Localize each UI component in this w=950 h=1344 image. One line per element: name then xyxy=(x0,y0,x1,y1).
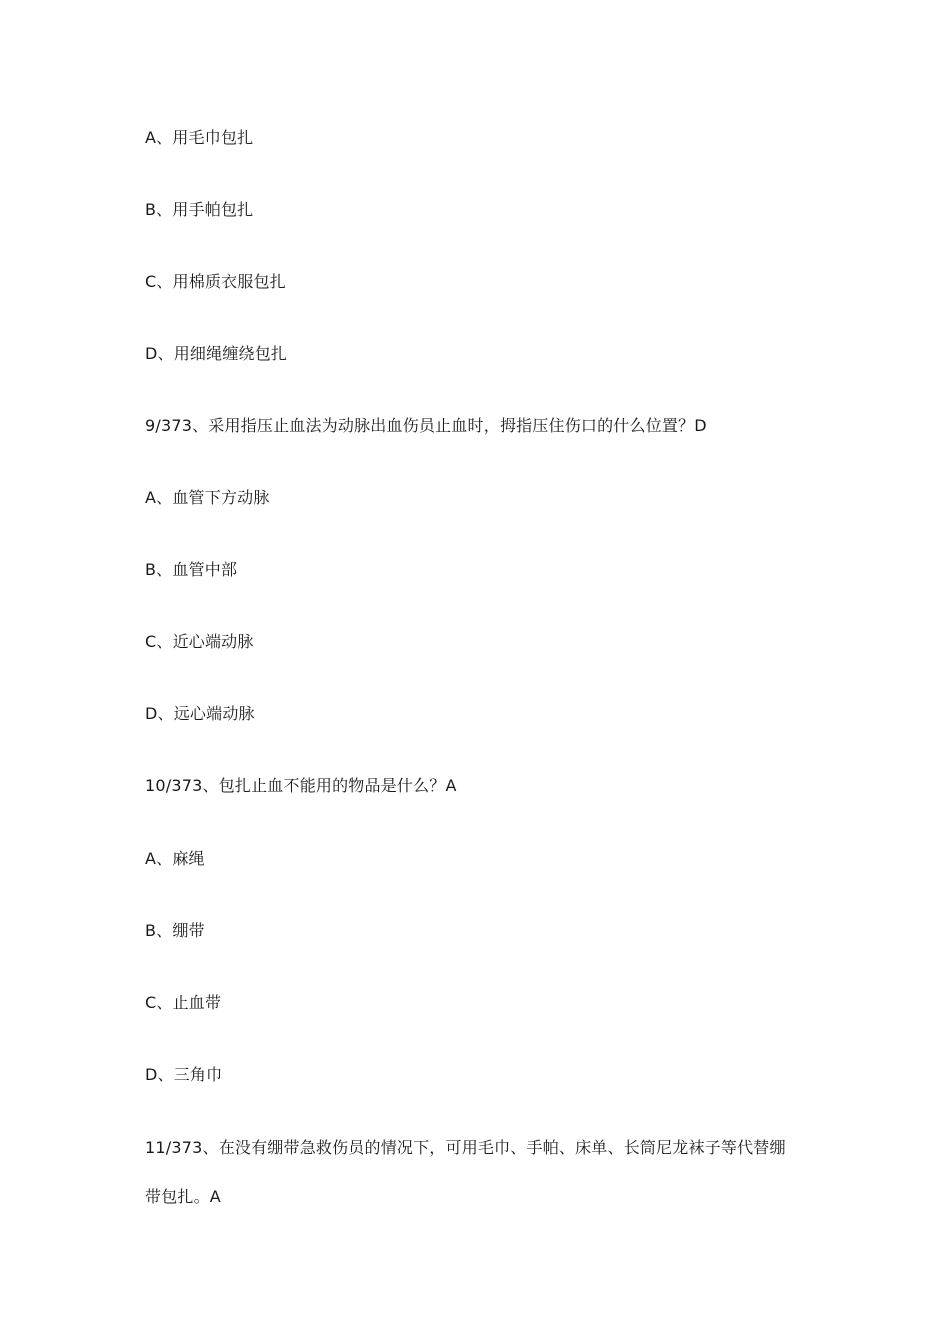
question-11-line-1: 11/373、在没有绷带急救伤员的情况下，可用毛巾、手帕、床单、长筒尼龙袜子等代替绷 xyxy=(145,1138,786,1157)
q9-option-b: B、血管中部 xyxy=(145,560,238,579)
option-a-towel: A、用毛巾包扎 xyxy=(145,128,254,147)
question-11-line-2: 带包扎。A xyxy=(145,1187,221,1206)
q10-option-c: C、止血带 xyxy=(145,993,222,1012)
question-10: 10/373、包扎止血不能用的物品是什么？A xyxy=(145,776,457,795)
q10-option-d: D、三角巾 xyxy=(145,1065,223,1084)
option-c-cotton-clothes: C、用棉质衣服包扎 xyxy=(145,272,286,291)
q10-option-a: A、麻绳 xyxy=(145,849,205,868)
option-d-thin-rope: D、用细绳缠绕包扎 xyxy=(145,344,288,363)
q10-option-b: B、绷带 xyxy=(145,921,205,940)
option-b-handkerchief: B、用手帕包扎 xyxy=(145,200,254,219)
question-9: 9/373、采用指压止血法为动脉出血伤员止血时，拇指压住伤口的什么位置？D xyxy=(145,416,707,435)
q9-option-c: C、近心端动脉 xyxy=(145,632,254,651)
q9-option-d: D、远心端动脉 xyxy=(145,704,255,723)
q9-option-a: A、血管下方动脉 xyxy=(145,488,270,507)
